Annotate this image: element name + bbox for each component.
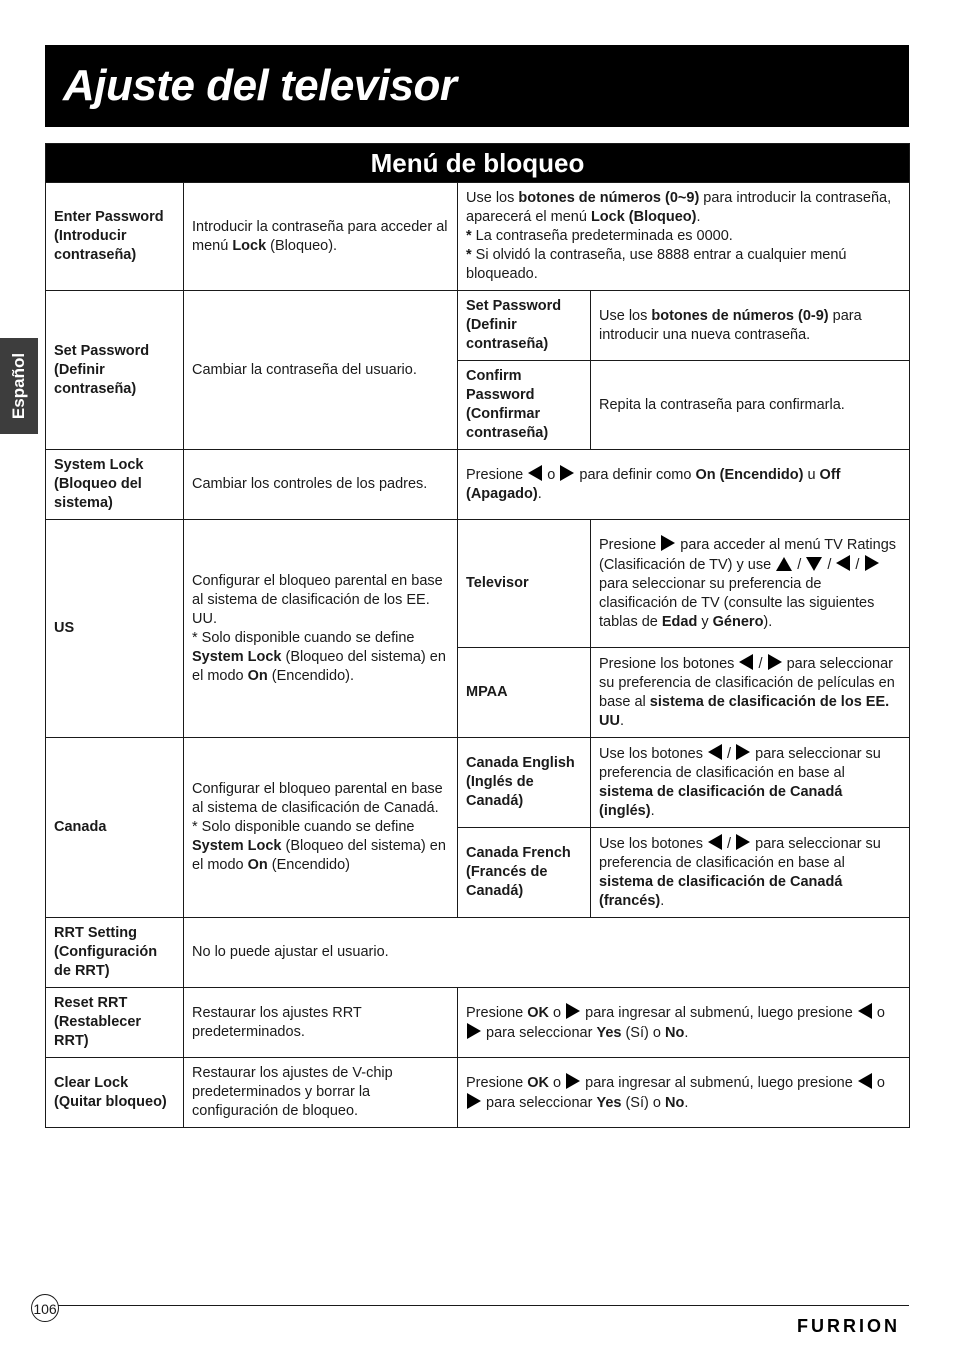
table-row — [46, 450, 910, 520]
row-detail: Presione OK o para ingresar al submenú, luego presione o para seleccionar Yes (Sí) o No. — [458, 988, 910, 1058]
page-title: Ajuste del televisor — [63, 61, 457, 110]
page-number: 106 — [31, 1294, 59, 1322]
footer-divider — [58, 1305, 909, 1306]
row-description: Introducir la contraseña para acceder al menú Lock (Bloqueo). — [184, 183, 458, 291]
right-arrow-icon — [560, 465, 574, 481]
row-name: RRT Setting (Configuración de RRT) — [46, 918, 184, 988]
row-name: Set Password (Definir contraseña) — [46, 291, 184, 450]
sub-option-detail: Presione los botones / para seleccionar su preferencia de clasificación de películas en base al sistema de clasificación de los EE. UU. — [591, 648, 910, 738]
row-name: System Lock (Bloqueo del sistema) — [46, 450, 184, 520]
sub-option-name: Set Password (Definir contraseña) — [458, 291, 591, 361]
lock-menu-table — [45, 143, 910, 1128]
left-arrow-icon — [858, 1003, 872, 1019]
table-row — [46, 738, 910, 828]
right-arrow-icon — [736, 744, 750, 760]
left-arrow-icon — [708, 834, 722, 850]
left-arrow-icon — [708, 744, 722, 760]
row-name: Clear Lock (Quitar bloqueo) — [46, 1058, 184, 1128]
row-detail: Use los botones de números (0~9) para introducir la contraseña, aparecerá el menú Lock (Bloqueo). * La contraseña predeterminada es 0000. * Si olvidó la contraseña, use 8888 entrar a cualquier menú bloqueado. — [458, 183, 910, 291]
sub-option-name: Confirm Password (Confirmar contraseña) — [458, 361, 591, 450]
table-row — [46, 520, 910, 648]
left-arrow-icon — [528, 465, 542, 481]
row-description: Configurar el bloqueo parental en base al sistema de clasificación de los EE. UU. * Solo disponible cuando se define System Lock (Bloqueo del sistema) en el modo On (Encendido). — [184, 520, 458, 738]
right-arrow-icon — [467, 1023, 481, 1039]
row-name: Reset RRT (Restablecer RRT) — [46, 988, 184, 1058]
right-arrow-icon — [566, 1073, 580, 1089]
table-row — [46, 918, 910, 988]
row-name: Canada — [46, 738, 184, 918]
sub-option-detail: Use los botones / para seleccionar su preferencia de clasificación en base al sistema de clasificación de Canadá (inglés). — [591, 738, 910, 828]
row-detail: Presione o para definir como On (Encendido) u Off (Apagado). — [458, 450, 910, 520]
row-description: Restaurar los ajustes RRT predeterminados. — [184, 988, 458, 1058]
table-heading: Menú de bloqueo — [46, 144, 910, 183]
left-arrow-icon — [739, 654, 753, 670]
page-header — [45, 45, 909, 127]
sub-option-name: MPAA — [458, 648, 591, 738]
row-description: No lo puede ajustar el usuario. — [184, 918, 910, 988]
row-name: US — [46, 520, 184, 738]
row-description: Cambiar la contraseña del usuario. — [184, 291, 458, 450]
right-arrow-icon — [865, 555, 879, 571]
row-name: Enter Password (Introducir contraseña) — [46, 183, 184, 291]
right-arrow-icon — [768, 654, 782, 670]
language-tab — [0, 338, 38, 434]
language-tab-label: Español — [9, 352, 28, 420]
brand-logo: FURRION — [797, 1316, 900, 1336]
sub-option-detail: Use los botones / para seleccionar su preferencia de clasificación en base al sistema de clasificación de Canadá (francés). — [591, 828, 910, 918]
sub-option-detail: Use los botones de números (0-9) para introducir una nueva contraseña. — [591, 291, 910, 361]
sub-option-name: Televisor — [458, 520, 591, 648]
sub-option-detail: Repita la contraseña para confirmarla. — [591, 361, 910, 450]
sub-option-detail: Presione para acceder al menú TV Ratings (Clasificación de TV) y use / / / para seleccionar su preferencia de clasificación de TV (consulte las siguientes tablas de Edad y Género). — [591, 520, 910, 648]
table-row — [46, 291, 910, 361]
row-detail: Presione OK o para ingresar al submenú, luego presione o para seleccionar Yes (Sí) o No. — [458, 1058, 910, 1128]
down-arrow-icon — [806, 557, 822, 571]
table-row — [46, 988, 910, 1058]
sub-option-name: Canada English (Inglés de Canadá) — [458, 738, 591, 828]
row-description: Cambiar los controles de los padres. — [184, 450, 458, 520]
up-arrow-icon — [776, 557, 792, 571]
table-row — [46, 183, 910, 291]
row-description: Restaurar los ajustes de V-chip predeterminados y borrar la configuración de bloqueo. — [184, 1058, 458, 1128]
left-arrow-icon — [836, 555, 850, 571]
sub-option-name: Canada French (Francés de Canadá) — [458, 828, 591, 918]
right-arrow-icon — [736, 834, 750, 850]
left-arrow-icon — [858, 1073, 872, 1089]
table-row — [46, 1058, 910, 1128]
right-arrow-icon — [661, 535, 675, 551]
row-description: Configurar el bloqueo parental en base al sistema de clasificación de Canadá. * Solo disponible cuando se define System Lock (Bloqueo del sistema) en el modo On (Encendido) — [184, 738, 458, 918]
right-arrow-icon — [566, 1003, 580, 1019]
right-arrow-icon — [467, 1093, 481, 1109]
